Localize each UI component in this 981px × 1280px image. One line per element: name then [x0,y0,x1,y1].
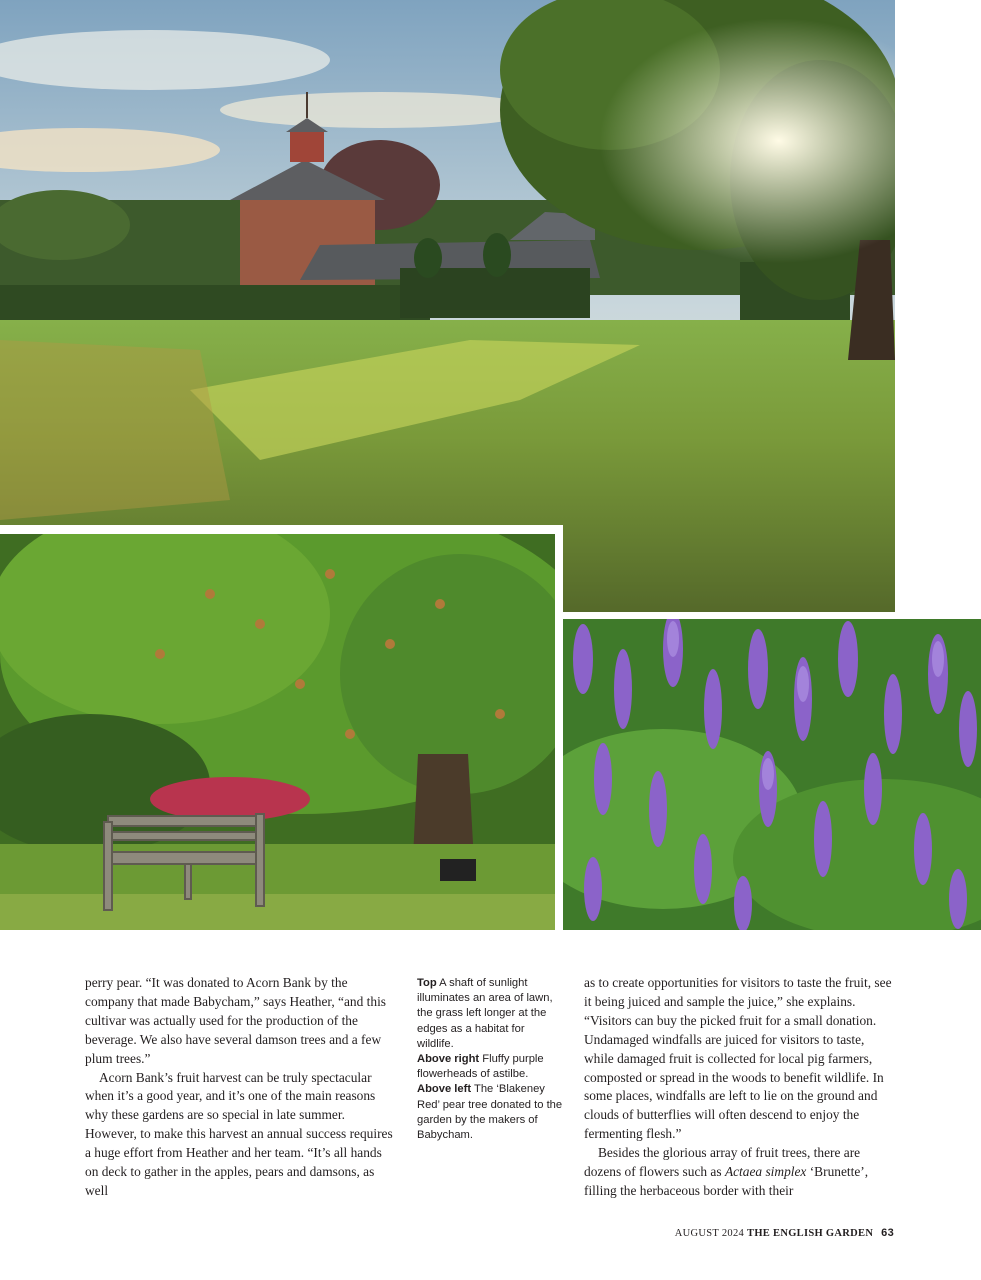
body-column-1 [85,974,393,1201]
page-number: 63 [881,1227,894,1239]
caption-text: Fluffy purple flowerheads of astilbe. [417,1053,544,1081]
photo-frame-top [0,525,563,534]
photo-frame-side [555,525,563,930]
body-paragraph: Acorn Bank’s fruit harvest can be truly spectacular when it’s a good year, and it’s one of the main reasons why these gardens are so special in late summer. However, to make this harvest an annual success requires a huge effort from Heather and her team. “It’s all hands on deck to gather in the apples, pears and damsons, as well [85,1069,393,1198]
body-text: Besides the glorious array of fruit trees, there are dozens of flowers such as [584,1145,861,1180]
caption-top [417,976,563,1052]
caption-left [417,1082,563,1143]
page-footer [675,1227,894,1239]
issue-date: AUGUST 2024 [674,1228,745,1239]
photo-captions [417,976,563,1143]
caption-label: Top [417,977,437,989]
body-text: ‘Brunette’, filling the herbaceous border with their [584,1164,869,1198]
photo-garden-dovecote [0,0,895,612]
caption-text: A shaft of sunlight illuminates an area of lawn, the grass left longer at the edges as a habitat for wildlife. [417,977,553,1050]
body-paragraph: as to create opportunities for visitors to taste the fruit, see it being juiced and sample the juice,” she explains. “Visitors can buy the picked fruit for a small donation. Undamaged windfalls are juiced for visitors to taste, while damaged fruit is collected for local pig farmers, composted or spread in the woods to benefit wildlife. In some places, windfalls are left to lie on the ground and clouds of butterflies will often descend to enjoy the fermenting flesh.” [584,975,892,1142]
body-paragraph: perry pear. “It was donated to Acorn Bank by the company that made Babycham,” says Heather, “and this cultivar was actually used for the production of the beverage. We also have several damson trees and a few plum trees.” [85,975,387,1066]
caption-right [417,1052,563,1082]
body-column-3 [584,974,894,1201]
caption-text: The ‘Blakeney Red’ pear tree donated to the garden by the makers of Babycham. [417,1083,563,1142]
caption-label: Above left [417,1083,472,1096]
caption-label: Above right [417,1053,480,1066]
plant-name: Actaea simplex [724,1164,807,1180]
photo-astilbe [563,619,981,930]
magazine-title: THE ENGLISH GARDEN [747,1228,874,1239]
photo-pear-tree-bench [0,534,555,930]
body-paragraph [584,1144,894,1201]
